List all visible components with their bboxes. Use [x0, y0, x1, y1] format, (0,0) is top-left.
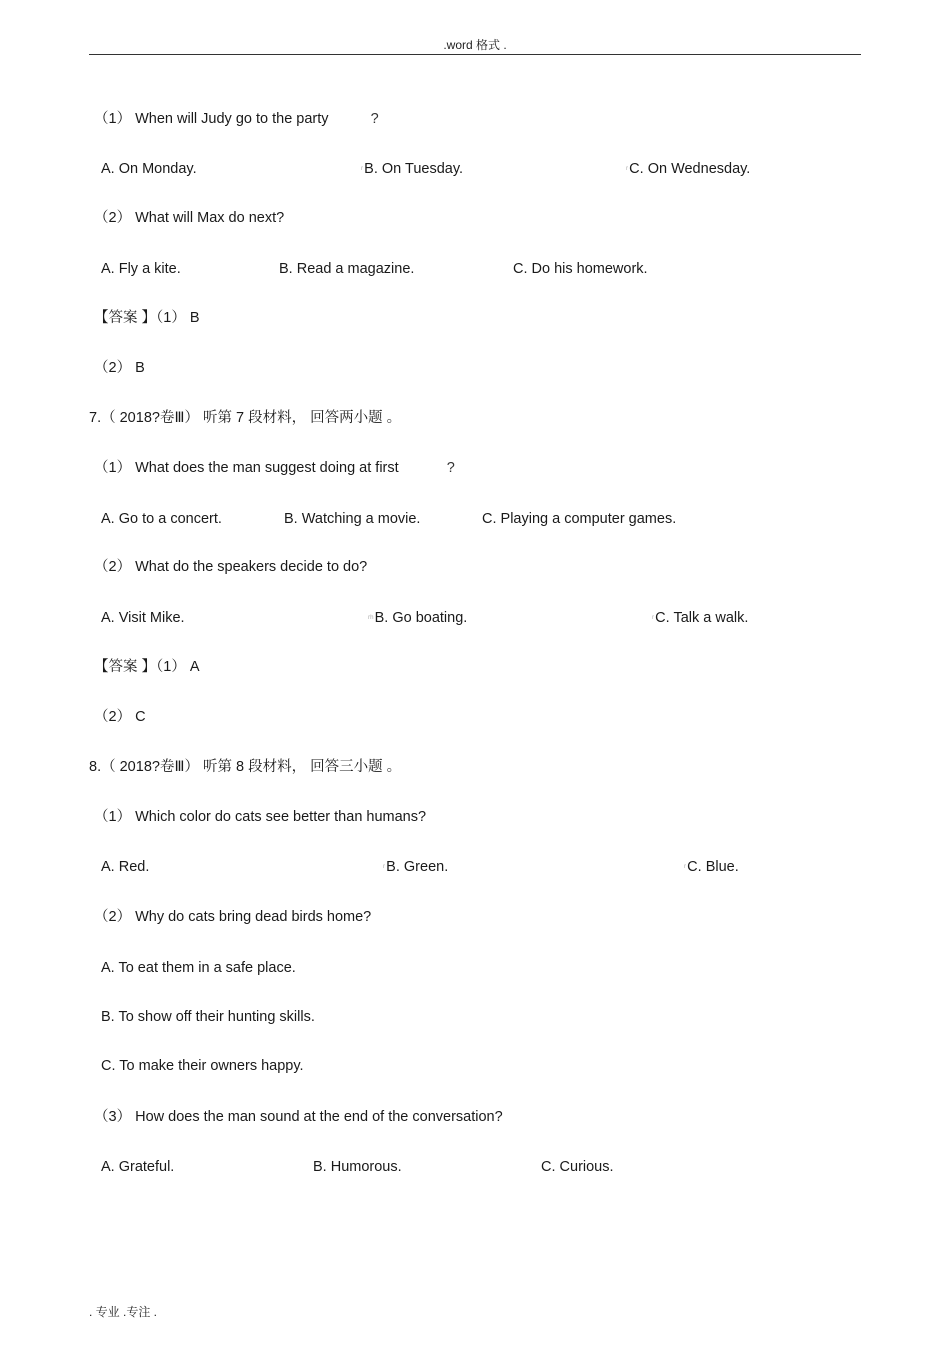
answer-line-2: （2） B [94, 360, 145, 376]
question-6-1-stem [94, 110, 379, 128]
section-7-title: 7.（ 2018?卷Ⅲ） 听第 7 段材料， 回答两小题 。 [89, 410, 402, 426]
question-mark: ? [446, 460, 455, 476]
scan-mark: ʳ [652, 613, 655, 623]
question-stem-text: （1） What does the man suggest doing at first [94, 460, 399, 476]
question-7-1-stem [94, 459, 455, 477]
option-c [652, 609, 748, 627]
question-6-2-stem: （2） What will Max do next? [94, 210, 285, 226]
option-c [684, 858, 739, 876]
answer-line-1: 【答案 】（1） A [94, 659, 200, 675]
option-c: C. To make their owners happy. [101, 1058, 304, 1074]
page-header: .word 格式 . [443, 38, 507, 52]
option-c-text: C. Talk a walk. [655, 610, 749, 626]
option-a: A. Visit Mike. [101, 610, 185, 626]
question-mark: ? [370, 111, 379, 127]
option-a: A. Go to a concert. [101, 511, 222, 527]
option-b [368, 609, 467, 627]
option-a: A. On Monday. [101, 161, 197, 177]
page-footer: . 专业 .专注 . [89, 1305, 158, 1319]
option-b: B. Humorous. [313, 1159, 402, 1175]
option-b: B. Read a magazine. [279, 261, 415, 277]
option-c-text: C. On Wednesday. [629, 161, 751, 177]
scan-mark: ʳ [383, 862, 386, 872]
question-8-1-stem: （1） Which color do cats see better than humans? [94, 809, 427, 825]
option-b [361, 160, 463, 178]
question-stem-text: （1） When will Judy go to the party [94, 111, 329, 127]
option-c: C. Do his homework. [513, 261, 648, 277]
option-b [383, 858, 448, 876]
header-divider [89, 54, 861, 55]
option-a: A. Fly a kite. [101, 261, 181, 277]
option-c [626, 160, 750, 178]
option-b: B. To show off their hunting skills. [101, 1009, 315, 1025]
option-a: A. To eat them in a safe place. [101, 960, 296, 976]
scan-mark: ʳ [626, 164, 629, 174]
option-c-text: C. Blue. [687, 859, 739, 875]
scan-mark: ʳ [361, 164, 364, 174]
option-c: C. Playing a computer games. [482, 511, 677, 527]
option-b-text: B. On Tuesday. [364, 161, 464, 177]
option-b-text: B. Go boating. [374, 610, 468, 626]
answer-line-2: （2） C [94, 709, 146, 725]
scan-mark: ʳʰ [368, 613, 374, 623]
scan-mark: ʳ [684, 862, 687, 872]
answer-line-1: 【答案 】（1） B [94, 310, 200, 326]
option-c: C. Curious. [541, 1159, 614, 1175]
option-b-text: B. Green. [386, 859, 449, 875]
option-b: B. Watching a movie. [284, 511, 421, 527]
question-8-3-stem: （3） How does the man sound at the end of the conversation? [94, 1109, 503, 1125]
option-a: A. Grateful. [101, 1159, 175, 1175]
section-8-title: 8.（ 2018?卷Ⅲ） 听第 8 段材料， 回答三小题 。 [89, 759, 402, 775]
question-8-2-stem: （2） Why do cats bring dead birds home? [94, 909, 372, 925]
option-a: A. Red. [101, 859, 150, 875]
question-7-2-stem: （2） What do the speakers decide to do? [94, 559, 368, 575]
